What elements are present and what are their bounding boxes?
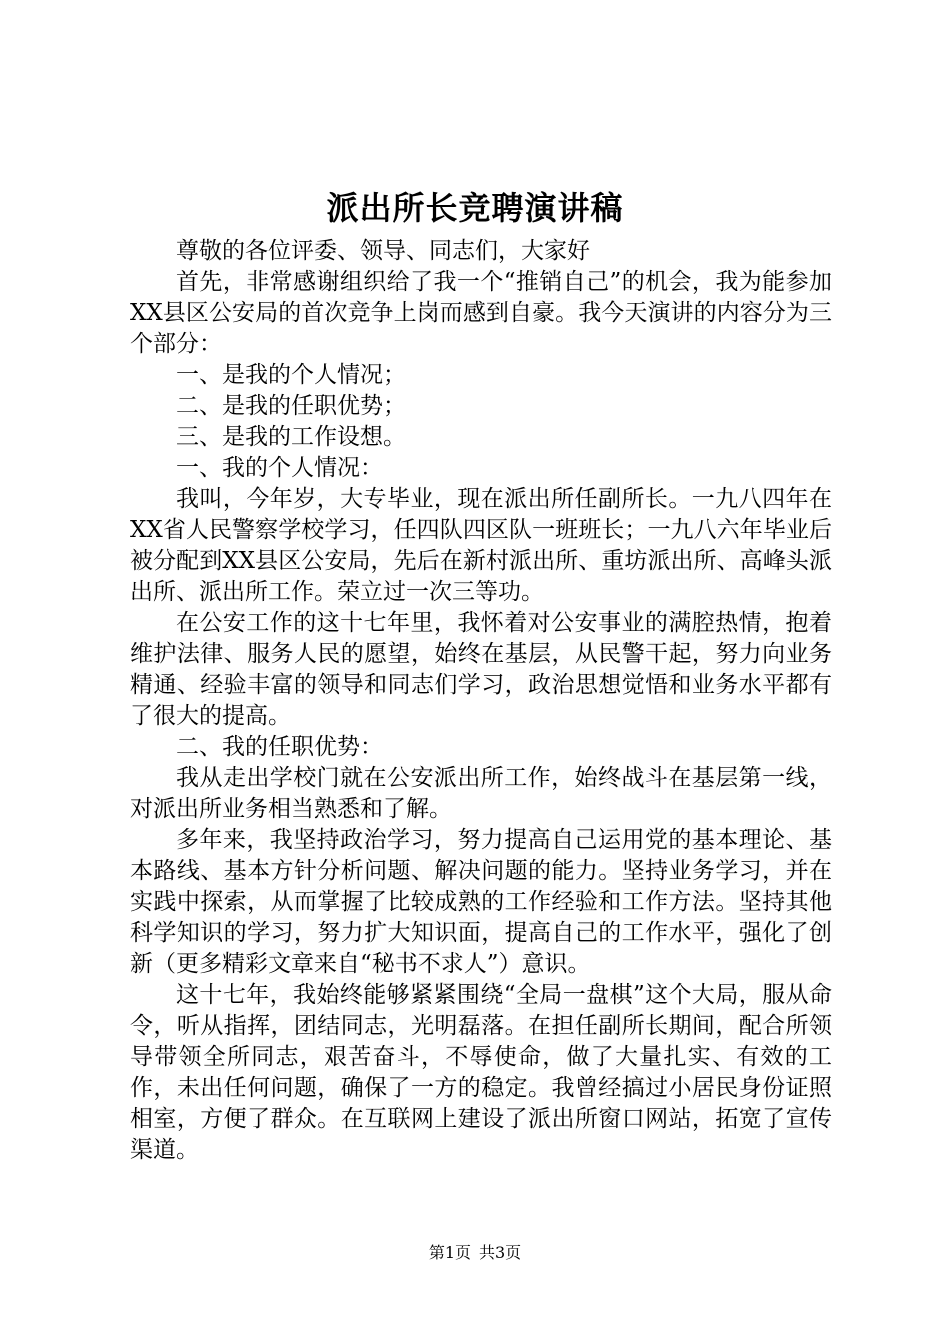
page-footer <box>0 1243 950 1263</box>
paragraph-greeting: 尊敬的各位评委、领导、同志们，大家好 <box>176 238 590 264</box>
document-title: 派出所长竞聘演讲稿 <box>326 189 624 227</box>
paragraph-outline-2: 二、是我的任职优势； <box>176 393 406 419</box>
page-total: 共3页 <box>479 1243 522 1262</box>
section-heading-personal: 一、我的个人情况： <box>176 455 383 481</box>
page-number: 第1页 <box>428 1243 471 1262</box>
paragraph-outline-3: 三、是我的工作设想。 <box>176 424 406 450</box>
paragraph-seventeen-years: 在公安工作的这十七年里，我怀着对公安事业的满腔热情，抱着维护法律、服务人民的愿望，始终在基层，从民警干起，努力向业务精通、经验丰富的领导和同志们学习，政治思想觉悟和业务水平都有了很大的提高。 <box>130 610 832 729</box>
paragraph-study: 多年来，我坚持政治学习，努力提高自己运用党的基本理论、基本路线、基本方针分析问题、解决问题的能力。坚持业务学习，并在实践中探索，从而掌握了比较成熟的工作经验和工作方法。坚持其他科学知识的学习，努力扩大知识面，提高自己的工作水平，强化了创新（更多精彩文章来自“秘书不求人”）意识。 <box>130 827 832 977</box>
paragraph-outline-1: 一、是我的个人情况； <box>176 362 406 388</box>
paragraph-intro: 首先，非常感谢组织给了我一个“推销自己”的机会，我为能参加XX县区公安局的首次竞争上岗而感到自豪。我今天演讲的内容分为三个部分： <box>130 269 832 357</box>
section-heading-advantages: 二、我的任职优势： <box>176 734 383 760</box>
paragraph-overall-situation: 这十七年，我始终能够紧紧围绕“全局一盘棋”这个大局，服从命令，听从指挥，团结同志，光明磊落。在担任副所长期间，配合所领导带领全所同志，艰苦奋斗，不辱使命，做了大量扎实、有效的工作，未出任何问题，确保了一方的稳定。我曾经搞过小居民身份证照相室，方便了群众。在互联网上建设了派出所窗口网站，拓宽了宣传渠道。 <box>130 982 832 1163</box>
paragraph-personal-info: 我叫，今年岁，大专毕业，现在派出所任副所长。一九八四年在XX省人民警察学校学习，任四队四区队一班班长；一九八六年毕业后被分配到XX县区公安局，先后在新村派出所、重坊派出所、高峰头派出所、派出所工作。荣立过一次三等功。 <box>130 486 832 605</box>
paragraph-frontline: 我从走出学校门就在公安派出所工作，始终战斗在基层第一线，对派出所业务相当熟悉和了解。 <box>130 765 832 822</box>
document-body <box>130 236 832 1166</box>
